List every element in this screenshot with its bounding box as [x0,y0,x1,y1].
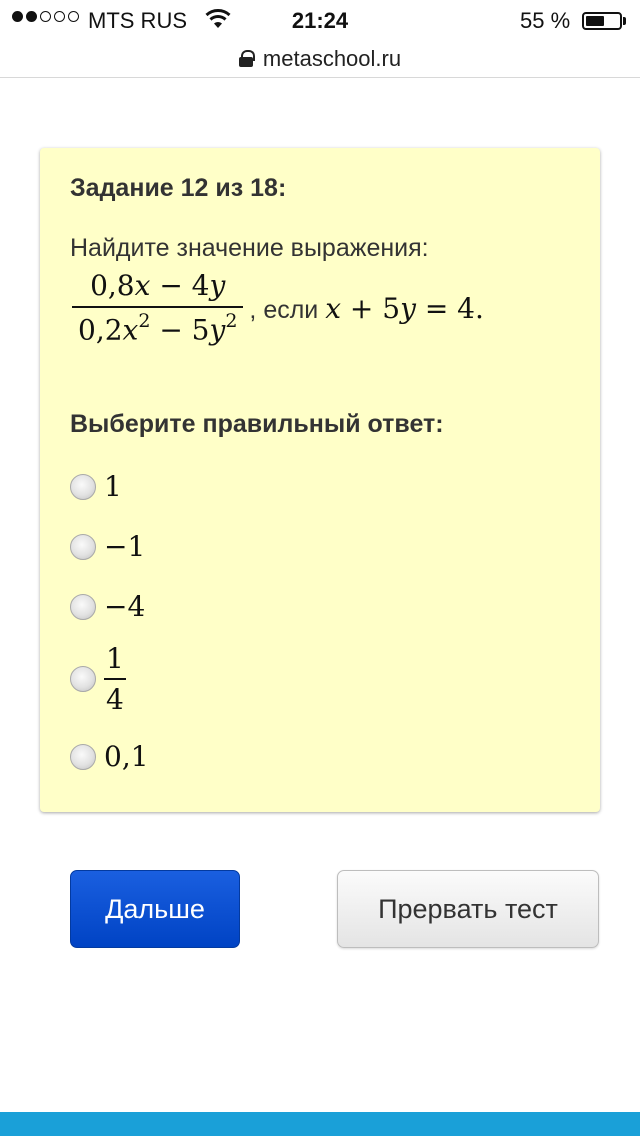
expression-condition: , если x + 5y = 4. [249,291,484,325]
answer-option[interactable] [70,642,126,716]
fraction-numerator: 1 [106,642,124,675]
address-bar[interactable] [0,40,640,78]
carrier-name: MTS RUS [88,8,187,33]
answer-option[interactable] [70,740,149,773]
battery-tip [623,17,626,25]
battery-icon [582,12,622,30]
expression-denominator: $0,2x^2 - 5y^2$ [72,306,243,346]
lock-icon [239,50,253,67]
answer-option[interactable] [70,530,145,563]
answer-prompt: Выберите правильный ответ: [70,410,444,438]
answer-option[interactable] [70,470,122,503]
expression-fraction [72,269,243,346]
answer-option-label: 0,1 [104,740,149,773]
question-card [40,148,600,812]
radio-button[interactable] [70,474,96,500]
answer-option-label: −1 [104,530,146,563]
answer-option[interactable] [70,590,145,623]
url-text[interactable]: metaschool.ru [262,45,402,71]
status-bar [0,0,640,40]
question-prompt: Найдите значение выражения: [70,234,429,262]
fraction-denominator: 4 [104,678,126,716]
clock: 21:24 [291,8,349,33]
battery-percent: 55 % [520,8,571,33]
radio-button[interactable] [70,594,96,620]
footer-bar [0,1112,640,1136]
answer-option-fraction [104,642,126,716]
battery-fill [586,16,604,26]
radio-button[interactable] [70,534,96,560]
expression [72,266,484,350]
radio-button[interactable] [70,666,96,692]
abort-test-button[interactable]: Прервать тест [337,870,599,948]
answer-option-label: −4 [104,590,146,623]
next-button[interactable]: Дальше [70,870,240,948]
task-title: Задание 12 из 18: [70,174,287,202]
answer-option-label: 1 [104,470,122,503]
radio-button[interactable] [70,744,96,770]
expression-numerator: 0,8x − 4y [90,269,226,303]
